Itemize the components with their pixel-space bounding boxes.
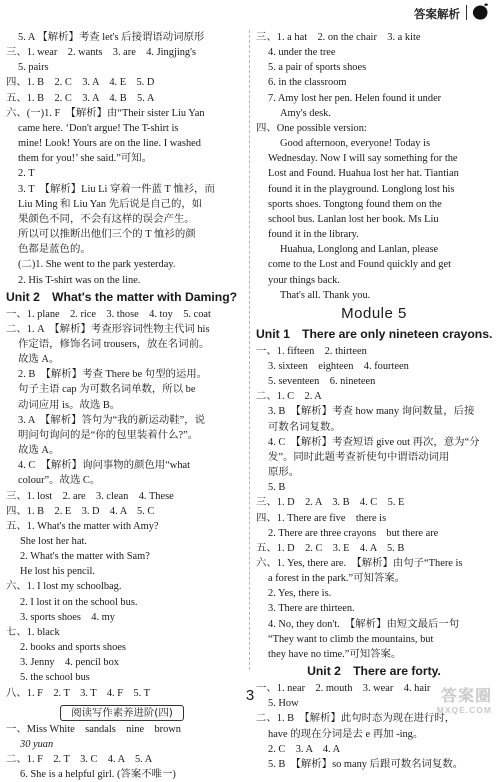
page-number: 3 (245, 687, 255, 704)
answer-line: Amy's desk. (280, 107, 331, 119)
answer-line: 果颜色不同，不会有这样的误会产生。 (18, 213, 195, 225)
answer-line: 30 yuan (20, 738, 54, 750)
answer-line: 三、1. a hat 2. on the chair 3. a kite (256, 32, 421, 43)
essay-line: sports shoes. Tongtong found them on the (268, 198, 442, 210)
essay-line: found it in the library. (268, 229, 359, 241)
answer-line: 5. seventeen 6. nineteen (268, 376, 376, 388)
answer-line: 六、1. Yes, there are. 【解析】由句子“There is (256, 558, 463, 569)
answer-line: 3. sixteen eighteen 4. fourteen (268, 360, 409, 372)
answer-line: them for you!’ she said.”可知。 (18, 153, 152, 165)
answer-line: 4. C 【解析】考查短语 give out 再次，意为“分 (268, 436, 480, 448)
answer-line: 明问句询问的是“你的包里装着什么?”。 (18, 429, 199, 441)
answer-line: 色都是蓝色的。 (18, 244, 91, 256)
answer-line: 2. I lost it on the school bus. (20, 596, 138, 608)
answer-line: 2. What's the matter with Sam? (20, 551, 150, 563)
answer-line: 四、1. B 2. E 3. D 4. A 5. C (6, 505, 155, 517)
answer-line: 动词应用 is。故选 B。 (18, 399, 121, 411)
essay-line: Wednesday. Now I will say something for the (268, 153, 458, 165)
answer-line: 5. B (268, 482, 286, 494)
answer-line: 三、1. lost 2. are 3. clean 4. These (6, 490, 174, 502)
left-column (6, 30, 238, 782)
watermark-logo (437, 688, 492, 715)
answer-line: colour”。故选 C。 (18, 475, 101, 487)
answer-line: 七、1. black (6, 626, 60, 638)
answer-line: 3. sports shoes 4. my (20, 611, 115, 623)
answer-line: 3. T 【解析】Liu Li 穿着一件蓝 T 恤衫，而 (18, 183, 215, 195)
answer-line: 二、1. B 【解析】此句时态为现在进行时， (256, 713, 456, 725)
module-heading: Module 5 (341, 304, 407, 322)
answer-line: 5. the school bus (20, 672, 90, 684)
answer-line: 发”。同时此题考查祈使句中谓语动词用 (268, 451, 450, 463)
unit-heading: Unit 2 What's the matter with Daming? (6, 289, 238, 304)
answer-line: 2. T (18, 168, 35, 180)
answer-line: 故选 A。 (18, 354, 60, 366)
right-column (256, 30, 492, 772)
answer-line: 6. in the classroom (268, 77, 347, 89)
answer-line: 可数名词复数。 (268, 421, 341, 433)
answer-line: a forest in the park.”可知答案。 (268, 573, 406, 585)
answer-line: 2. C 3. A 4. A (268, 743, 341, 755)
essay-line: Good afternoon, everyone! Today is (280, 138, 430, 150)
answer-line: 5. A 【解析】考查 let's 后接谓语动词原形 (18, 32, 205, 43)
answer-line: 4. C 【解析】询问事物的颜色用“what (18, 460, 191, 472)
answer-line: 八、1. F 2. T 3. T 4. F 5. T (6, 687, 150, 699)
column-divider (249, 30, 250, 670)
answer-line: 三、1. wear 2. wants 3. are 4. Jingjing's (6, 47, 197, 59)
answer-line: 5. How (268, 698, 299, 710)
answer-line: 四、1. B 2. C 3. A 4. E 5. D (6, 77, 155, 89)
answer-line: they have no time.”可知答案。 (268, 648, 402, 660)
answer-line: 3. A 【解析】答句为“我的新运动鞋”，说 (18, 414, 206, 426)
watermark-url: MXQE.COM (436, 705, 492, 715)
answer-line: 一、1. fifteen 2. thirteen (256, 345, 367, 357)
answer-line: 3. There are thirteen. (268, 603, 355, 615)
answer-line: 三、1. D 2. A 3. B 4. C 5. E (256, 497, 405, 509)
answer-line: 3. B 【解析】考查 how many 询问数量，后接 (268, 406, 475, 418)
answer-line: have 的现在分词是去 e 再加 -ing。 (268, 728, 424, 740)
answer-line: 2. Yes, there is. (268, 588, 332, 600)
answer-line: 4. under the tree (268, 47, 336, 59)
answer-line: 所以可以推断出他们三个的 T 恤衫的颜 (18, 229, 196, 241)
answer-line: 2. books and sports shoes (20, 642, 126, 654)
answer-line: 四、One possible version: (256, 122, 367, 134)
answer-line: 句子主语 cap 为可数名词单数，所以 be (18, 384, 196, 396)
answer-line: 二、1. F 2. T 3. C 4. A 5. A (6, 754, 153, 766)
answer-line: 5. pairs (18, 62, 49, 74)
answer-line: 7. Amy lost her pen. Helen found it under (268, 92, 442, 104)
answer-line: Liu Ming 和 Liu Yan 先后说是自己的，如 (18, 198, 203, 210)
essay-line: Huahua, Longlong and Lanlan, please (280, 244, 439, 256)
answer-line: 作定语，修饰名词 trousers，放在名词前。 (18, 338, 210, 350)
answer-line: mine! Look! Yours are on the line. I washed (18, 138, 201, 150)
leaf-logo-icon (470, 3, 490, 22)
answer-line: 一、1. near 2. mouth 3. wear 4. hair (256, 683, 431, 695)
essay-line: your things back. (268, 274, 340, 286)
unit-heading: Unit 1 There are only nineteen crayons. (256, 326, 493, 341)
answer-line: 4. No, they don't. 【解析】由短文最后一句 (268, 618, 460, 630)
watermark-text: 答案圈 (440, 688, 492, 705)
page-header (0, 0, 500, 28)
header-divider (466, 5, 468, 20)
answer-line: 二、1. C 2. A (256, 391, 322, 403)
answer-line: 2. His T-shirt was on the line. (18, 274, 141, 286)
answer-line: 3. Jenny 4. pencil box (20, 657, 119, 669)
answer-line: 六、(一)1. F 【解析】由“Their sister Liu Yan (6, 107, 205, 119)
essay-line: found it in the playground. Longlong lost his (268, 183, 455, 195)
answer-line: 五、1. B 2. C 3. A 4. B 5. A (6, 92, 155, 104)
answer-line: 一、1. plane 2. rice 3. those 4. toy 5. coat (6, 308, 211, 320)
essay-line: school bus. Lanlan lost her book. Ms Liu (268, 213, 439, 225)
section-banner-wrap (6, 703, 238, 721)
answer-line: 原形。 (268, 467, 300, 479)
answer-line: 一、Miss White sandals nine brown (6, 723, 181, 735)
answer-line: 2. B 【解析】考查 There be 句型的运用。 (18, 369, 208, 381)
answer-line: “They want to climb the mountains, but (268, 633, 434, 645)
answer-line: came here. ‘Don't argue! The T-shirt is (18, 122, 179, 134)
answer-line: 故选 A。 (18, 445, 60, 457)
answer-line: 5. B 【解析】so many 后跟可数名词复数。 (268, 758, 464, 770)
answer-line: 四、1. There are five there is (256, 512, 387, 524)
answer-line: 二、1. A 【解析】考查形容词性物主代词 his (6, 323, 210, 335)
answer-line: 6. She is a helpful girl. (答案不唯一) (20, 769, 176, 781)
answer-line: 5. a pair of sports shoes (268, 62, 367, 74)
header-title: 答案解析 (414, 7, 460, 21)
answer-line: 六、1. I lost my schoolbag. (6, 581, 122, 593)
answer-line: He lost his pencil. (20, 566, 96, 578)
answer-line: 2. There are three crayons but there are (268, 527, 439, 539)
answer-line: 五、1. What's the matter with Amy? (6, 520, 159, 532)
section-banner: 阅读写作素养进阶(四) (60, 705, 184, 721)
essay-line: come to the Lost and Found quickly and get (268, 259, 451, 271)
answer-line: (二)1. She went to the park yesterday. (18, 259, 176, 271)
unit-heading: Unit 2 There are forty. (307, 664, 441, 679)
answer-line: She lost her hat. (20, 536, 87, 547)
essay-line: Lost and Found. Huahua lost her hat. Tiantian (268, 168, 459, 180)
essay-line: That's all. Thank you. (280, 289, 371, 301)
answer-line: 五、1. D 2. C 3. E 4. A 5. B (256, 542, 405, 554)
